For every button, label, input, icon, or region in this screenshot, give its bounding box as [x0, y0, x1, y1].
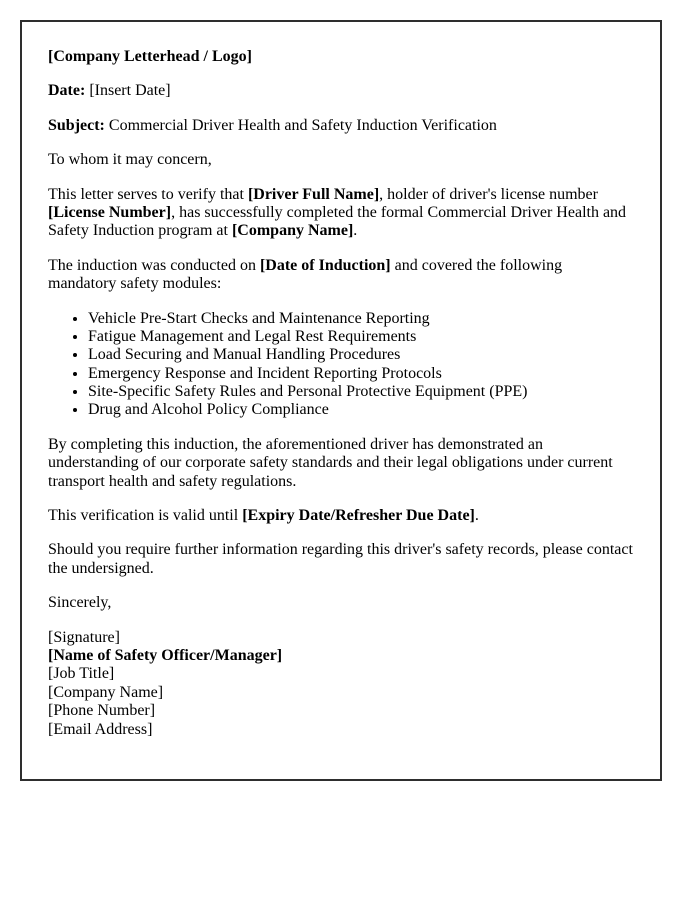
closing: Sincerely,	[48, 594, 112, 612]
letter-page	[20, 20, 662, 781]
phone-number-placeholder: [Phone Number]	[48, 702, 156, 720]
safety-officer-name-placeholder	[48, 647, 634, 665]
induction-text-2: and covered the following mandatory safety modules:	[48, 256, 563, 293]
company-name-placeholder: [Company Name]	[231, 222, 354, 240]
date-of-induction-placeholder: [Date of Induction]	[259, 256, 391, 274]
signature-placeholder: [Signature]	[48, 628, 120, 646]
validity-paragraph	[48, 507, 634, 525]
salutation: To whom it may concern,	[48, 151, 212, 169]
date-value: [Insert Date]	[85, 82, 171, 100]
signature-block	[48, 629, 634, 739]
subject-label: Subject:	[48, 116, 105, 134]
verify-text-1: This letter serves to verify that	[48, 185, 248, 203]
date-line	[48, 82, 634, 100]
safety-officer-name-text: [Name of Safety Officer/Manager]	[48, 646, 283, 664]
verify-text-4: .	[353, 222, 358, 240]
validity-text-1: This verification is valid until	[48, 507, 243, 525]
expiry-date-placeholder: [Expiry Date/Refresher Due Date]	[242, 507, 475, 525]
company-name-line: [Company Name]	[48, 683, 164, 701]
email-address-placeholder: [Email Address]	[48, 720, 153, 738]
safety-modules-list	[48, 310, 634, 420]
list-item: • Vehicle Pre-Start Checks and Maintenance Reporting	[88, 310, 634, 328]
letterhead-text: [Company Letterhead / Logo]	[48, 48, 252, 65]
job-title-placeholder: [Job Title]	[48, 665, 115, 683]
verify-text-2: , holder of driver's license number	[379, 185, 598, 203]
driver-full-name-placeholder: [Driver Full Name]	[247, 185, 380, 203]
list-item: • Fatigue Management and Legal Rest Requirements	[88, 328, 634, 346]
contact-paragraph: Should you require further information regarding this driver's safety records, please contact the undersigned.	[48, 541, 633, 577]
verify-paragraph	[48, 186, 634, 241]
induction-paragraph	[48, 257, 634, 294]
subject-value: Commercial Driver Health and Safety Induction Verification	[104, 116, 497, 134]
date-label: Date:	[48, 82, 86, 100]
list-item: • Load Securing and Manual Handling Procedures	[88, 346, 634, 364]
induction-text-1: The induction was conducted on	[48, 256, 260, 274]
list-item: • Site-Specific Safety Rules and Personal Protective Equipment (PPE)	[88, 383, 634, 401]
license-number-placeholder: [License Number]	[48, 203, 172, 221]
letterhead	[48, 48, 634, 66]
verify-text-3: , has successfully completed the formal Commercial Driver Health and Safety Induction program at	[48, 203, 627, 240]
validity-text-2: .	[474, 507, 479, 525]
subject-line	[48, 117, 634, 135]
list-item: • Drug and Alcohol Policy Compliance	[88, 401, 634, 419]
list-item: • Emergency Response and Incident Reporting Protocols	[88, 365, 634, 383]
completion-paragraph: By completing this induction, the aforementioned driver has demonstrated an understanding of our corporate safety standards and their legal obligations under current transport health and safety regulations.	[48, 435, 613, 490]
